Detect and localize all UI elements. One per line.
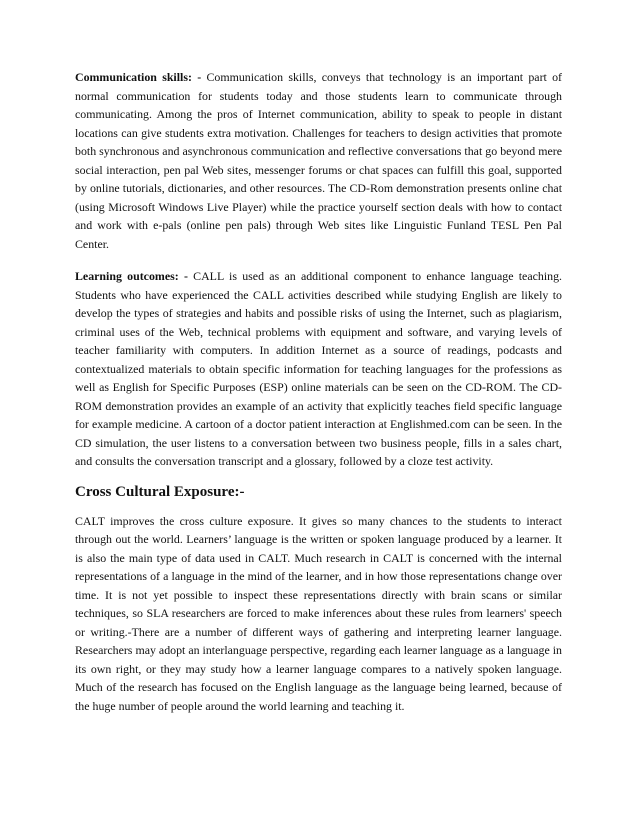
cross-cultural-heading: Cross Cultural Exposure:- xyxy=(75,483,245,500)
learning-outcomes-label: Learning outcomes: - xyxy=(75,269,188,283)
document-page xyxy=(75,68,562,715)
learning-outcomes-body: CALL is used as an additional component to enhance language teaching. Students who have experienced the CALL activities described while studying English are likely to develop the types of strategies and habits and possible risks of using the Internet, such as plagiarism, criminal uses of the Web, technical problems with equipment and software, and varying levels of teacher familiarity with computers. In addition Internet as a source of readings, podcasts and contextualized materials to obtain specific information for teaching languages for the professions as well as English for Specific Purposes (ESP) online materials can be seen on the CD-ROM. The CD-ROM demonstration provides an example of an activity that explicitly teaches field specific language for example medicine. A cartoon of a doctor patient interaction at Englishmed.com can be seen. In the CD simulation, the user listens to a conversation between two business people, fills in a sales chart, and consults the conversation transcript and a glossary, followed by a cloze test activity. xyxy=(75,269,562,468)
cross-cultural-paragraph: CALT improves the cross culture exposure. It gives so many chances to the students to interact through out the world. Learners’ language is the written or spoken language produced by a learner. It is also the main type of data used in CALT. Much research in CALT is concerned with the internal representations of a language in the mind of the learner, and in how those representations change over time. It is not yet possible to inspect these representations directly with brain scans or similar techniques, so SLA researchers are forced to make inferences about these rules from learners' speech or writing.-There are a number of different ways of gathering and interpreting learner language. Researchers may adopt an interlanguage perspective, regarding each learner language as a language in its own right, or they may study how a learner language compares to a natively spoken language. Much of the research has focused on the English language as the language being learned, because of the huge number of people around the world learning and teaching it. xyxy=(75,513,562,713)
communication-skills-paragraph xyxy=(75,68,562,253)
learning-outcomes-paragraph xyxy=(75,267,562,471)
communication-skills-body: Communication skills, conveys that technology is an important part of normal communication for students today and those students learn to communicate through communicating. Among the pros of Internet communication, ability to speak to people in distant locations can give students extra motivation. Challenges for teachers to design activities that promote both synchronous and asynchronous communication and reflective conversations that go beyond mere social interaction, pen pal Web sites, messenger forums or chat spaces can fulfill this goal, supported by online tutorials, dictionaries, and other resources. The CD-Rom demonstration presents online chat (using Microsoft Windows Live Player) while the practice yourself section deals with how to contact and work with e-pals (online pen pals) through Web sites like Linguistic Funland TESL Pen Pal Center. xyxy=(75,70,563,251)
communication-skills-label: Communication skills: - xyxy=(75,70,202,84)
